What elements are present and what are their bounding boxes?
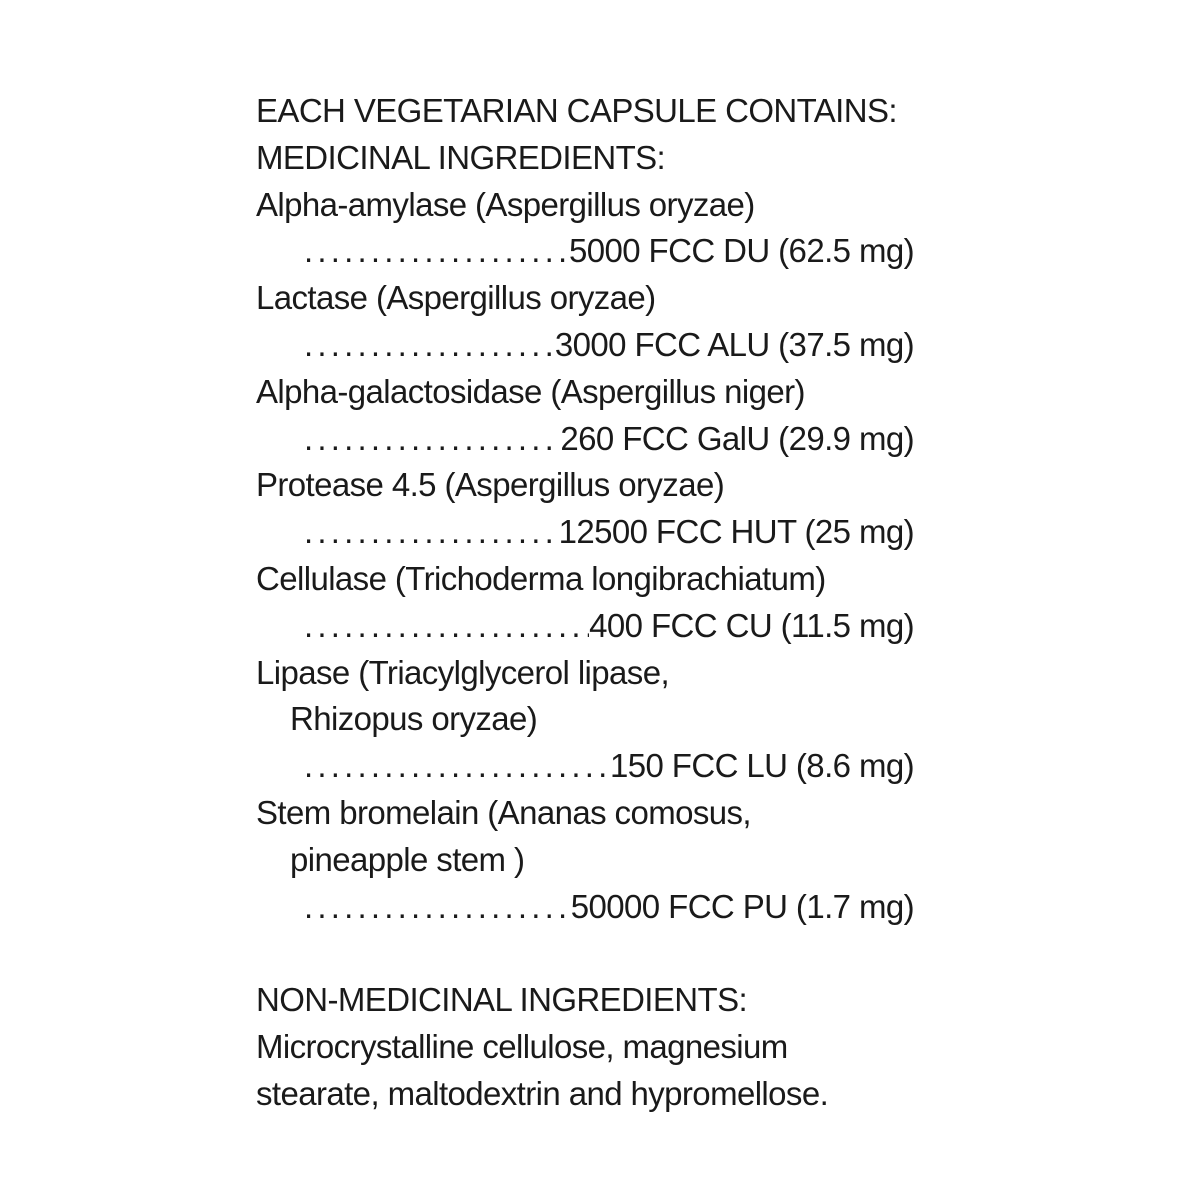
ingredient-amount: 5000 FCC DU (62.5 mg) [568, 232, 914, 270]
dot-leader [304, 743, 610, 790]
ingredient-name: Alpha-galactosidase (Aspergillus niger) [256, 372, 805, 410]
ingredient-name: Cellulase (Trichoderma longibrachiatum) [256, 559, 826, 597]
ingredient-amount-row [256, 228, 914, 275]
dot-leader [304, 416, 560, 463]
ingredient-name: Lactase (Aspergillus oryzae) [256, 279, 656, 317]
ingredient-amount: 12500 FCC HUT (25 mg) [558, 513, 914, 551]
ingredient-name-continued: pineapple stem ) [290, 840, 525, 878]
ingredient-amount-row [256, 509, 914, 556]
capsule-heading: EACH VEGETARIAN CAPSULE CONTAINS: [256, 92, 897, 129]
ingredient-amount: 400 FCC CU (11.5 mg) [589, 606, 914, 644]
ingredient-amount-row [256, 884, 914, 931]
ingredient-name-continued: Rhizopus oryzae) [290, 700, 538, 738]
ingredient-name: Protease 4.5 (Aspergillus oryzae) [256, 466, 725, 504]
non-medicinal-heading: NON-MEDICINAL INGREDIENTS: [256, 981, 748, 1019]
ingredient-amount: 260 FCC GalU (29.9 mg) [560, 419, 914, 457]
non-medicinal-text: Microcrystalline cellulose, magnesium [256, 1027, 788, 1065]
ingredient-amount-row [256, 603, 914, 650]
ingredient-amount: 3000 FCC ALU (37.5 mg) [554, 325, 914, 363]
ingredient-amount-row [256, 322, 914, 369]
ingredient-amount-row [256, 416, 914, 463]
non-medicinal-text: stearate, maltodextrin and hypromellose. [256, 1074, 829, 1112]
dot-leader [304, 228, 569, 275]
medicinal-heading: MEDICINAL INGREDIENTS: [256, 138, 666, 176]
section-spacer [256, 930, 936, 977]
dot-leader [304, 884, 571, 931]
ingredient-name: Stem bromelain (Ananas comosus, [256, 793, 751, 831]
ingredient-amount-row [256, 743, 914, 790]
dot-leader [304, 603, 589, 650]
dot-leader [304, 322, 555, 369]
ingredients-panel [256, 88, 936, 1118]
ingredient-name: Lipase (Triacylglycerol lipase, [256, 653, 670, 691]
dot-leader [304, 509, 559, 556]
ingredient-amount: 150 FCC LU (8.6 mg) [609, 747, 914, 785]
ingredient-amount: 50000 FCC PU (1.7 mg) [570, 887, 914, 925]
ingredient-name: Alpha-amylase (Aspergillus oryzae) [256, 185, 755, 223]
